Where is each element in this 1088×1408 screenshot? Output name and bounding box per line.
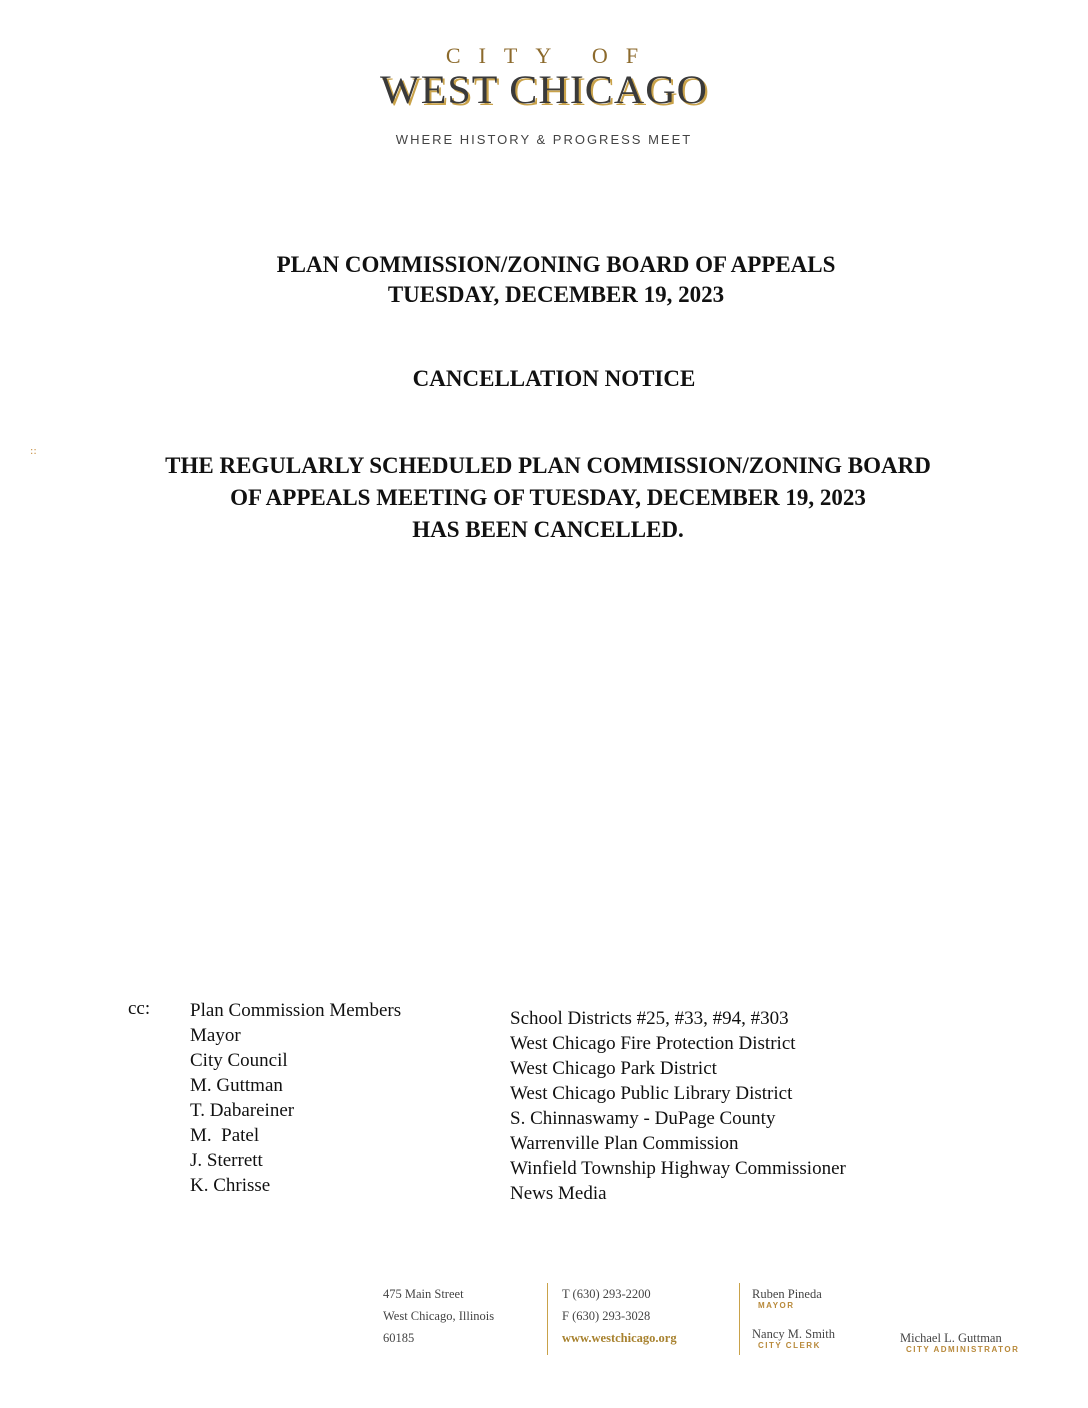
address-line: West Chicago, Illinois <box>383 1309 495 1323</box>
cc-recipient: K. Chrisse <box>190 1175 271 1196</box>
footer-officials <box>752 1283 835 1363</box>
footer-administrator <box>900 1327 1019 1367</box>
notice-body-line: HAS BEEN CANCELLED. <box>412 517 684 542</box>
website-link[interactable]: www.westchicago.org <box>562 1331 677 1345</box>
cc-recipient: M. Guttman <box>190 1075 283 1096</box>
heading-line-2: TUESDAY, DECEMBER 19, 2023 <box>387 282 725 307</box>
notice-body <box>4 450 1088 546</box>
city-name-logo: WEST CHICAGO <box>380 67 708 112</box>
cc-recipient: West Chicago Fire Protection District <box>510 1033 796 1054</box>
cc-list-left <box>190 998 401 1198</box>
notice-body-line: THE REGULARLY SCHEDULED PLAN COMMISSION/ZONING BOARD <box>165 453 931 478</box>
fax-number: F (630) 293-3028 <box>562 1309 651 1323</box>
cc-recipient: Warrenville Plan Commission <box>510 1133 739 1154</box>
cc-recipient: West Chicago Park District <box>510 1058 717 1079</box>
tagline: WHERE HISTORY & PROGRESS MEET <box>395 132 693 147</box>
heading-line-1: PLAN COMMISSION/ZONING BOARD OF APPEALS <box>276 252 836 277</box>
stray-mark: :: <box>30 446 37 457</box>
cc-recipient: T. Dabareiner <box>190 1100 295 1121</box>
footer-divider <box>739 1283 740 1355</box>
address-line: 475 Main Street <box>383 1287 464 1301</box>
clerk-name: Nancy M. Smith <box>752 1327 835 1341</box>
footer-address <box>383 1283 494 1349</box>
mayor-role: MAYOR <box>758 1301 795 1310</box>
footer-contact <box>562 1283 677 1349</box>
notice-title: CANCELLATION NOTICE <box>412 366 696 391</box>
cc-recipient: City Council <box>190 1050 288 1071</box>
phone-number: T (630) 293-2200 <box>562 1287 651 1301</box>
cc-recipient: J. Sterrett <box>190 1150 263 1171</box>
notice-body-line: OF APPEALS MEETING OF TUESDAY, DECEMBER 19, 2023 <box>230 485 866 510</box>
cc-list-right <box>510 1006 846 1206</box>
mayor-name: Ruben Pineda <box>752 1287 822 1301</box>
cc-recipient: Plan Commission Members <box>190 1000 402 1021</box>
cc-recipient: Mayor <box>190 1025 241 1046</box>
city-of-text: CITY OF <box>445 43 657 68</box>
cc-recipient: S. Chinnaswamy - DuPage County <box>510 1108 776 1129</box>
cc-recipient: News Media <box>510 1183 607 1204</box>
cc-recipient: M. Patel <box>190 1125 260 1146</box>
administrator-name: Michael L. Guttman <box>900 1331 1002 1345</box>
meeting-heading <box>12 250 1088 310</box>
cc-recipient: Winfield Township Highway Commissioner <box>510 1158 846 1179</box>
footer-divider <box>547 1283 548 1355</box>
cc-label: cc: <box>128 998 151 1019</box>
cc-recipient: West Chicago Public Library District <box>510 1083 793 1104</box>
clerk-role: CITY CLERK <box>758 1341 821 1350</box>
administrator-role: CITY ADMINISTRATOR <box>906 1345 1020 1354</box>
address-line: 60185 <box>383 1331 415 1345</box>
cc-recipient: School Districts #25, #33, #94, #303 <box>510 1008 789 1029</box>
letterhead <box>0 44 1088 147</box>
